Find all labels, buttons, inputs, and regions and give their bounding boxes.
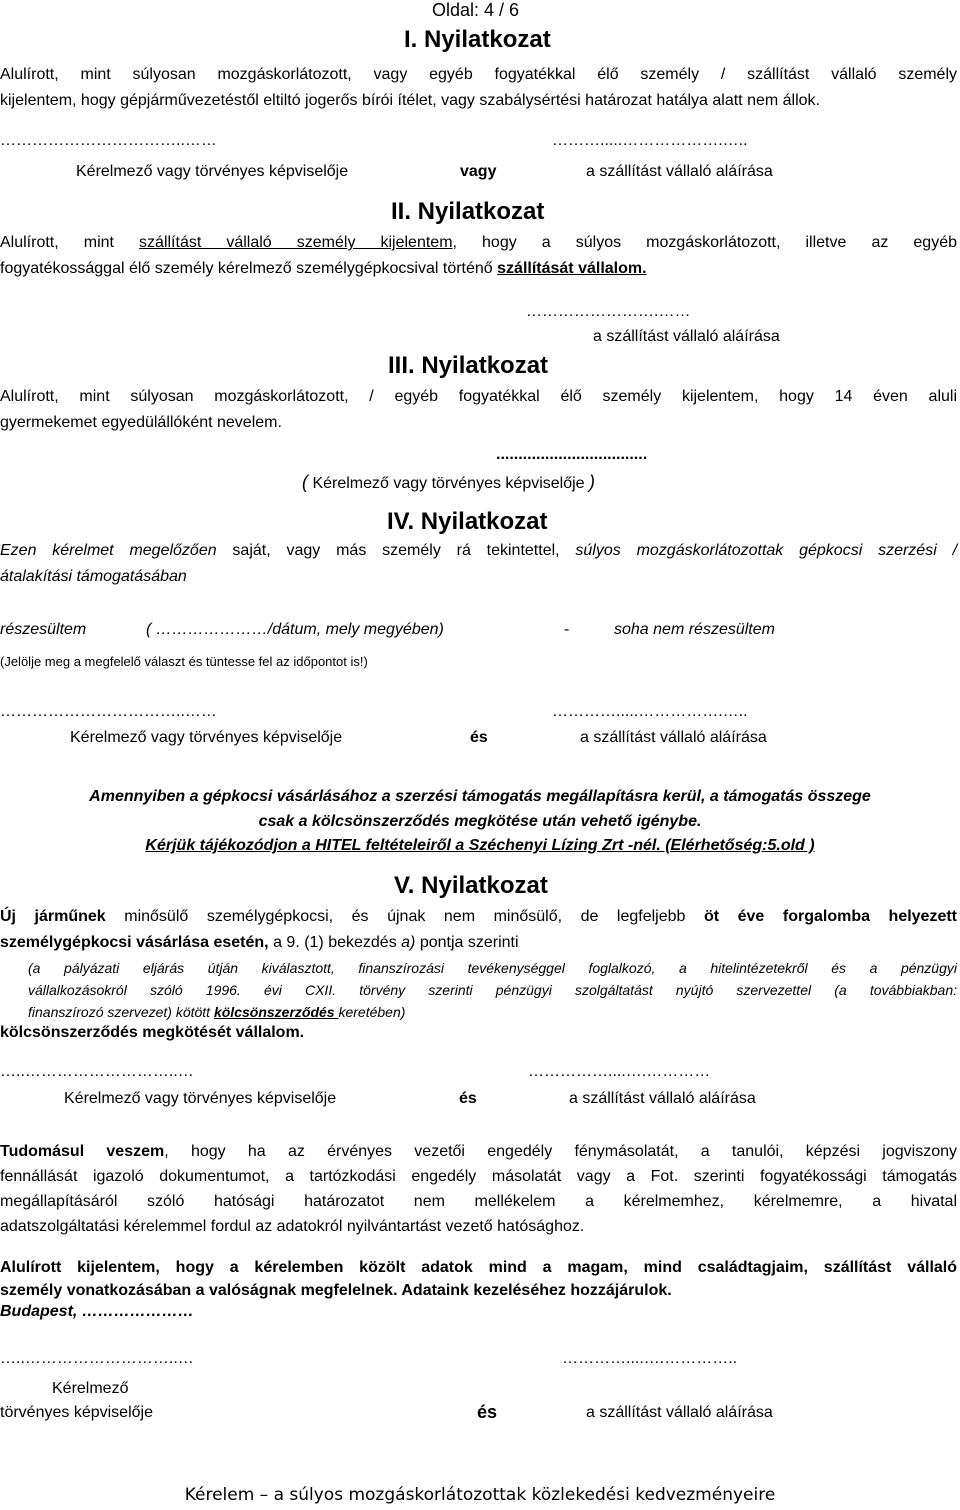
notice-line-2: csak a kölcsönszerződés megkötése után vehető igénybe. — [258, 813, 702, 830]
section-3-title: III. Nyilatkozat — [388, 352, 549, 379]
section-5-signature-line-right: ……………....….………… — [528, 1063, 711, 1080]
ack-line-3: megállapításáról szóló hatósági határozatot nem mellékelem a kérelmemhez, kérelmemre, a hivatal — [0, 1193, 957, 1210]
option-received-date: ( …………………/dátum, mely megyében) — [146, 621, 444, 638]
section-5-legal-line-1: (a pályázati eljárás útján kiválasztott, finanszírozási tevékenységgel foglalkozó, a hitelintézetekről és a pénzügyi — [28, 960, 957, 976]
option-never-received: soha nem részesültem — [614, 621, 775, 638]
section-5-signature-label-carrier: a szállítást vállaló aláírása — [569, 1090, 756, 1107]
section-2-text — [0, 230, 957, 282]
signature-line-left: ……………………………..…… — [0, 132, 217, 149]
notice-line-3: Kérjük tájékozódjon a HITEL feltételeiről a Széchenyi Lízing Zrt -nél. (Elérhetőség:5.old ) — [145, 837, 815, 854]
section-3-signature-label: ( Kérelmező vagy törvényes képviselője ) — [302, 472, 596, 492]
section-2-line-2: fogyatékossággal élő személy kérelmező személygépkocsival történő szállítását vállalom. — [0, 260, 647, 277]
ack-line-4: adatszolgáltatási kérelemmel fordul az adatokról nyilvántartást vezető hatósághoz. — [0, 1218, 585, 1235]
section-4-signature-label-carrier: a szállítást vállaló aláírása — [580, 729, 767, 746]
final-signature-label-representative: törvényes képviselője — [0, 1404, 153, 1421]
section-2-title: II. Nyilatkozat — [391, 198, 545, 225]
signature-label-carrier: a szállítást vállaló aláírása — [586, 163, 773, 180]
option-separator: - — [564, 621, 570, 638]
carrier-statement: szállítást vállaló személy kijelentem — [139, 234, 453, 251]
section-4-signature-label-applicant: Kérelmező vagy törvényes képviselője — [70, 729, 343, 746]
ack-line-1: Tudomásul veszem, hogy ha az érvényes vezetői engedély fénymásolatát, a tanulói, képzési jogviszony — [0, 1143, 957, 1160]
signature-line-right: ……….....……………….….. — [552, 132, 748, 149]
final-signature-label-and: és — [477, 1402, 498, 1422]
section-5-signature-label-applicant: Kérelmező vagy törvényes képviselője — [64, 1090, 337, 1107]
declaration-text — [0, 1256, 957, 1302]
section-3-signature-line: .................................. — [496, 446, 648, 463]
section-4-text — [0, 538, 957, 590]
final-signature-label-carrier: a szállítást vállaló aláírása — [586, 1404, 773, 1421]
section-3-text — [0, 384, 957, 436]
section-4-title: IV. Nyilatkozat — [387, 508, 548, 535]
final-signature-label-applicant: Kérelmező — [52, 1380, 129, 1397]
section-1-text — [0, 62, 957, 114]
section-5-commitment: kölcsönszerződés megkötését vállalom. — [0, 1024, 305, 1041]
section-5-legal-line-3: finanszírozó szervezet) kötött kölcsönszerződés keretében) — [28, 1004, 406, 1020]
page-footer: Kérelem – a súlyos mozgáskorlátozottak közlekedési kedvezményeire — [184, 1485, 776, 1505]
place-and-date: Budapest, ………………… — [0, 1303, 194, 1320]
section-4-signature-line-left: ……………………………..…… — [0, 703, 217, 720]
section-2-line-1: Alulírott, mint szállítást vállaló személy kijelentem, hogy a súlyos mozgáskorlátozott, illetve az egyéb — [0, 234, 958, 251]
section-4-line-2: átalakítási támogatásában — [0, 568, 187, 585]
section-1-line-1: Alulírott, mint súlyosan mozgáskorlátozott, vagy egyéb fogyatékkal élő személy / szállítást vállaló személy — [0, 66, 957, 83]
section-1-title: I. Nyilatkozat — [404, 26, 551, 53]
notice-line-1: Amennyiben a gépkocsi vásárlásához a szerzési támogatás megállapításra kerül, a támogatás összege — [89, 788, 871, 805]
section-5-legal-line-2: vállalkozásokról szóló 1996. évi CXII. törvény szerinti pénzügyi szolgáltatást nyújtó szervezettel (a továbbiakban: — [28, 982, 957, 998]
section-1-line-2: kijelentem, hogy gépjárművezetéstől eltiltó jogerős bírói ítélet, vagy szabálysértési határozat hatálya alatt nem állok. — [0, 92, 820, 109]
section-5-signature-label-and: és — [459, 1090, 477, 1107]
section-3-line-2: gyermekemet egyedülállóként nevelem. — [0, 414, 282, 431]
section-4-note: (Jelölje meg a megfelelő választ és tüntesse fel az időpontot is!) — [0, 654, 368, 669]
section-4-signature-label-and: és — [470, 729, 488, 746]
section-4-line-1: Ezen kérelmet megelőzően saját, vagy más személy rá tekintettel, súlyos mozgáskorlátozottak gépkocsi szerzési / — [0, 542, 958, 559]
section-5-title: V. Nyilatkozat — [394, 872, 548, 899]
signature-label-applicant: Kérelmező vagy törvényes képviselője — [76, 163, 349, 180]
signature-label-or: vagy — [460, 163, 497, 180]
declaration-line-2: személy vonatkozásában a valóságnak megfelelnek. Adataink kezeléséhez hozzájárulok. — [0, 1282, 672, 1299]
section-5-text — [0, 904, 957, 956]
section-5-legal-reference — [28, 957, 957, 1023]
acknowledgement-text — [0, 1139, 957, 1239]
option-received: részesültem — [0, 621, 87, 638]
page-number: Oldal: 4 / 6 — [432, 0, 520, 20]
section-3-line-1: Alulírott, mint súlyosan mozgáskorlátozott, / egyéb fogyatékkal élő személy kijelentem, hogy 14 éven aluli — [0, 388, 957, 405]
declaration-line-1: Alulírott kijelentem, hogy a kérelemben közölt adatok mind a magam, mind családtagjaim, szállítást vállaló — [0, 1259, 957, 1276]
ack-line-2: fennállását igazoló dokumentumot, a tartózkodási engedély másolatát vagy a Fot. szerinti fogyatékossági támogatás — [0, 1168, 957, 1185]
section-5-line-2: személygépkocsi vásárlása esetén, a 9. (1) bekezdés a) pontja szerinti — [0, 934, 519, 951]
transport-commitment: szállítását vállalom. — [497, 260, 647, 277]
section-5-signature-line-left: …..………………………..… — [0, 1063, 194, 1080]
section-2-signature-line: …………………….…… — [526, 303, 691, 320]
final-signature-line-right: …………....….………….. — [562, 1350, 738, 1367]
section-5-line-1: Új járműnek minősülő személygépkocsi, és újnak nem minősülő, de legfeljebb öt éve forgalomba helyezett — [0, 908, 958, 925]
section-2-signature-label: a szállítást vállaló aláírása — [593, 328, 780, 345]
section-4-signature-line-right: ………….....…………….….. — [552, 703, 748, 720]
final-signature-line-left: …..………………………..… — [0, 1350, 194, 1367]
